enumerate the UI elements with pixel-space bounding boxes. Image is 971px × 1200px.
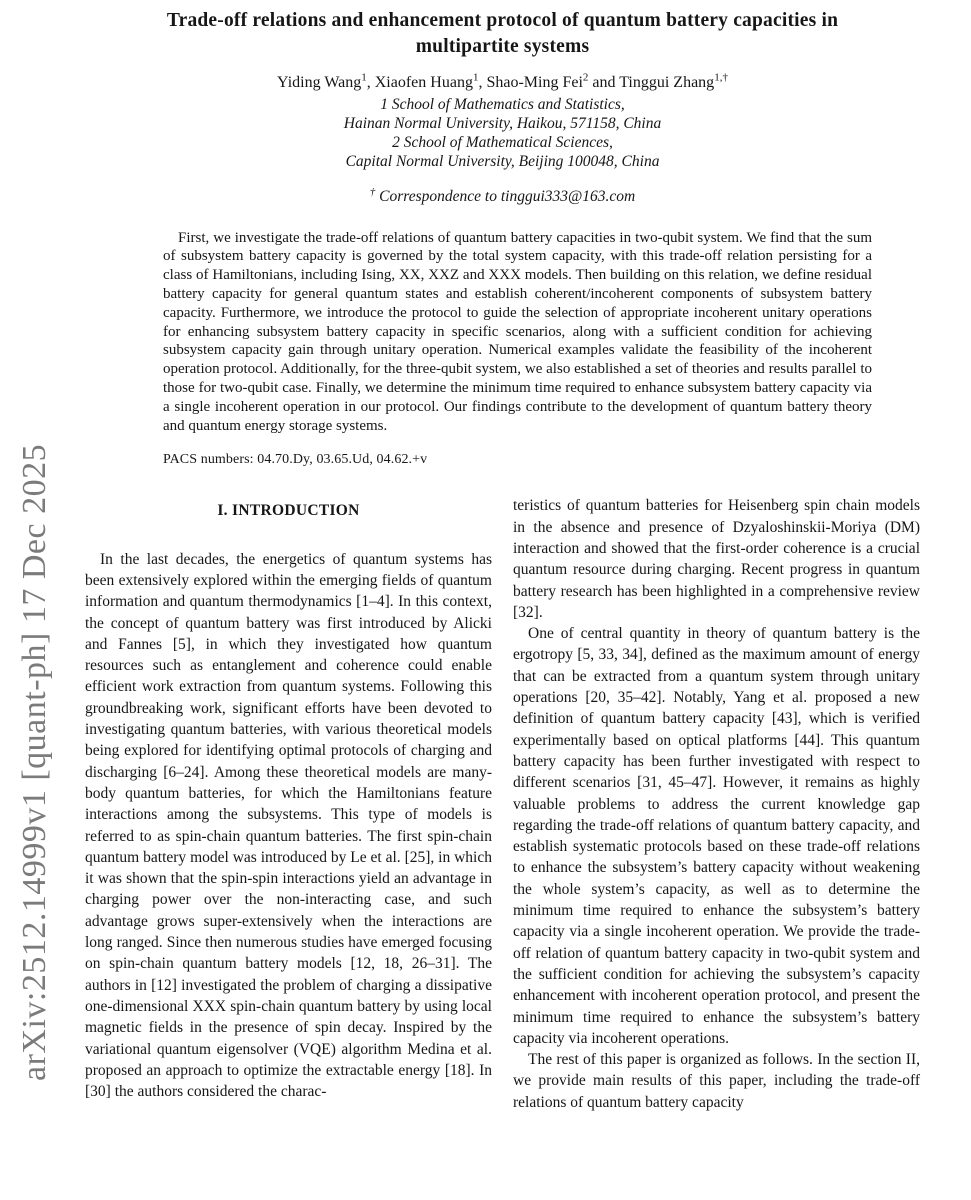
author-separator: ,: [478, 73, 487, 91]
author-affiliation-superscript: 1,†: [714, 71, 728, 84]
intro-paragraph: One of central quantity in theory of quantum battery is the ergotropy [5, 33, 34], defined as the maximum amount of energy that can be extracted from a quantum system through unitary operations [20, 35–42]. Notably, Yang et al. proposed a new definition of quantum battery capacity [43], which is verified experimentally based on optical platforms [44]. This quantum battery capacity has been further investigated with respect to different scenarios [31, 45–47]. However, it remains as highly valuable problems to address the current knowledge gap regarding the trade-off relations of quantum battery capacity, and establish systematic protocols based on these trade-off relations to enhance the subsystem’s battery capacity without weakening the whole system’s capacity, as well as to determine the minimum time required to enhance the subsystem’s battery capacity via a single incoherent operation. We provide the trade-off relation of quantum battery capacity in two-qubit system and the sufficient condition for achieving the subsystem’s capacity enhancement with incoherent operation protocol, and present the minimum time required to enhance the subsystem’s battery capacity via incoherent operations.: [513, 625, 920, 1047]
dagger-superscript: †: [369, 185, 376, 198]
affiliation-line: 1 School of Mathematics and Statistics,: [380, 95, 625, 113]
author-affiliation-superscript: 1: [472, 71, 479, 84]
author-affiliation-superscript: 2: [582, 71, 589, 84]
pacs-line: PACS numbers: 04.70.Dy, 03.65.Ud, 04.62.+v: [163, 452, 428, 468]
arxiv-watermark: arXiv:2512.14999v1 [quant-ph] 17 Dec 2025: [16, 443, 53, 1081]
affiliation-line: Capital Normal University, Beijing 100048, China: [345, 152, 660, 170]
affiliation-block: [85, 95, 920, 171]
author-separator: ,: [366, 73, 375, 91]
left-column: [85, 495, 492, 1113]
section-heading-introduction: I. INTRODUCTION: [217, 502, 360, 520]
affiliation-line: Hainan Normal University, Haikou, 571158, China: [343, 114, 662, 132]
intro-paragraph: The rest of this paper is organized as follows. In the section II, we provide main results of this paper, including the trade-off relations of quantum battery capacity: [513, 1051, 920, 1111]
paper-title: Trade-off relations and enhancement protocol of quantum battery capacities in multipartite systems: [166, 10, 839, 58]
author-name: Yiding Wang: [277, 73, 362, 91]
two-column-body: [85, 495, 920, 1113]
author-affiliation-superscript: 1: [361, 71, 367, 84]
paper-content: [85, 0, 920, 1113]
intro-paragraph-continuation: teristics of quantum batteries for Heisenberg spin chain models in the absence and presence of Dzyaloshinskii-Moriya (DM) interaction and showed that the first-order coherence is a crucial quantum resource during charging. Recent progress in quantum battery research has been highlighted in a comprehensive review [32].: [513, 497, 920, 621]
affiliation-line: 2 School of Mathematical Sciences,: [392, 133, 613, 151]
correspondence-line: [85, 185, 920, 206]
author-separator: and: [588, 73, 620, 91]
author-name: Tinggui Zhang: [619, 73, 715, 91]
right-column: [513, 495, 920, 1113]
abstract: First, we investigate the trade-off relations of quantum battery capacities in two-qubit system. We find that the sum of subsystem battery capacity is governed by the total system capacity, with this trade-off relation persisting for a class of Hamiltonians, including Ising, XX, XXZ and XXX models. Then building on this relation, we define residual battery capacity for general quantum states and establish coherent/incoherent components of subsystem battery capacity. Furthermore, we introduce the protocol to guide the selection of appropriate incoherent unitary operations for enhancing subsystem battery capacity in specific scenarios, along with a sufficient condition for achieving subsystem capacity gain through unitary operation. Numerical examples validate the feasibility of the incoherent operation protocol. Additionally, for the three-qubit system, we also established a set of theories and results parallel to those for two-qubit case. Finally, we determine the minimum time required to enhance subsystem battery capacity via a single incoherent operation in our protocol. Our findings contribute to the development of quantum battery theory and quantum energy storage systems.: [163, 229, 872, 434]
author-name: Shao-Ming Fei: [486, 73, 583, 91]
intro-paragraph: In the last decades, the energetics of quantum systems has been extensively explored within the emerging fields of quantum information and quantum thermodynamics [1–4]. In this context, the concept of quantum battery was first introduced by Alicki and Fannes [5], in which they investigated how quantum resources such as entanglement and coherence could enable efficient work extraction from quantum systems. Following this groundbreaking work, significant efforts have been devoted to investigating quantum batteries, with various theoretical models being explored for identifying optimal protocols of charging and discharging [6–24]. Among these theoretical models are many-body quantum batteries, for which the Hamiltonians feature interactions among the subsystems. This type of models is referred to as spin-chain quantum batteries. The first spin-chain quantum battery model was introduced by Le et al. [25], in which it was shown that the spin-spin interactions yield an advantage in charging power over the non-interacting case, and such advantage grows super-extensively when the interactions are long ranged. Since then numerous studies have emerged focusing on spin-chain quantum battery models [12, 18, 26–31]. The authors in [12] investigated the problem of charging a dissipative one-dimensional XXX spin-chain quantum battery by using local magnetic fields in the presence of spin decay. Inspired by the variational quantum eigensolver (VQE) algorithm Medina et al. proposed an approach to optimize the extractable energy [18]. In [30] the authors considered the charac-: [85, 550, 492, 1101]
correspondence-text: Correspondence to tinggui333@163.com: [375, 187, 636, 205]
author-line: [85, 71, 920, 92]
author-name: Xiaofen Huang: [374, 73, 473, 91]
